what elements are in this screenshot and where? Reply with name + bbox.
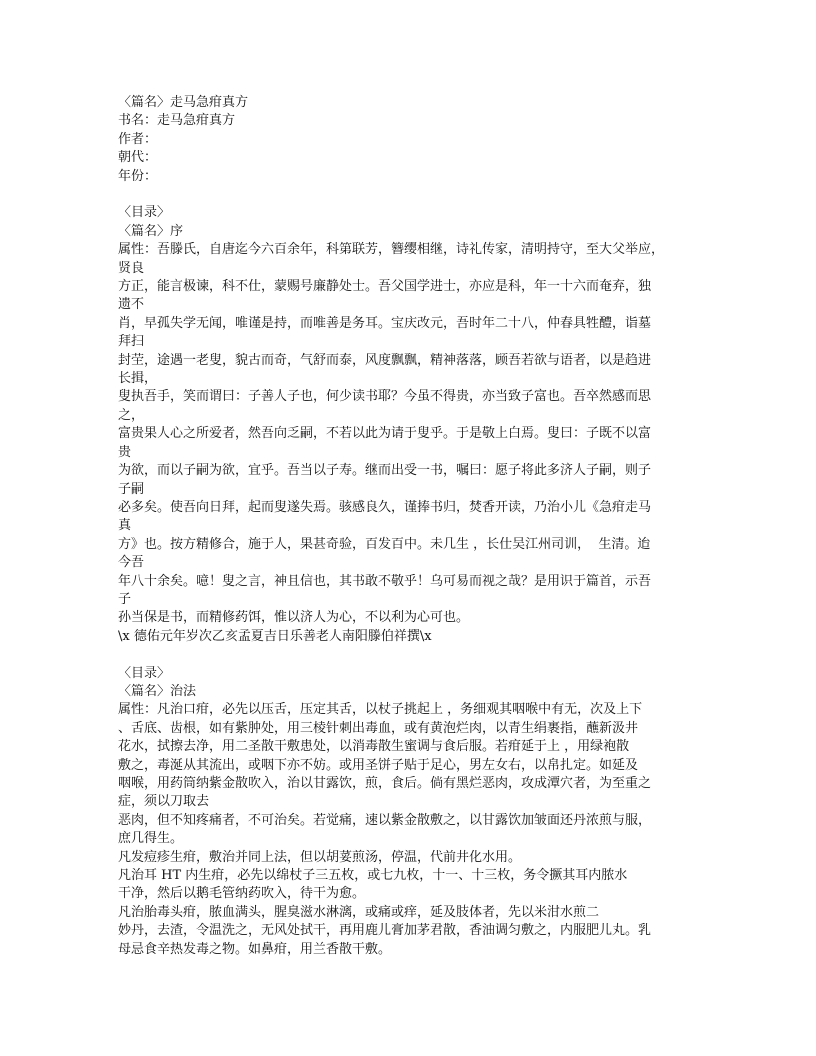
toc-label: 〈目录〉 bbox=[118, 665, 171, 681]
text-line: 贤良 bbox=[118, 260, 145, 276]
author-field: 作者： bbox=[118, 131, 158, 147]
text-line: 妙丹，去渣，令温洗之，无风处拭干，再用鹿儿膏加茅君散，香油调匀敷之，内服肥儿丸。乳 bbox=[118, 923, 652, 939]
treatment-body bbox=[118, 701, 703, 959]
text-line: 肖，早孤失学无闻，唯谨是持，而唯善是务耳。宝庆改元，吾时年二十八，仲春具牲醴，诣墓 bbox=[118, 315, 652, 331]
text-line: 真 bbox=[118, 518, 132, 534]
text-line: 、舌底、齿根，如有紫肿处，用三棱针刺出毒血，或有黄泡烂肉，以青生绢裹指，蘸新汲井 bbox=[118, 720, 639, 736]
text-line: 子 bbox=[118, 591, 132, 607]
text-line: 长揖， bbox=[118, 371, 158, 387]
text-line: 拜扫 bbox=[118, 334, 145, 350]
text-line: 叟执吾手，笑而谓曰：子善人子也，何少读书耶？今虽不得贵，亦当致子富也。吾卒然感而思 bbox=[118, 389, 652, 405]
text-line: 今吾 bbox=[118, 555, 145, 571]
document-page bbox=[118, 94, 703, 959]
text-line: 为欲，而以子嗣为欲，宜乎。吾当以子寿。继而出受一书，嘱曰：愿子将此多济人子嗣，则子 bbox=[118, 463, 652, 479]
text-line: 凡发痘疹生疳，敷治并同上法，但以胡荽煎汤，停温，代前井化水用。 bbox=[118, 849, 522, 865]
text-line: 属性：吾滕氏，自唐迄今六百余年，科第联芳，簪缨相继，诗礼传家，清明持守，至大父举应， bbox=[118, 242, 665, 258]
text-line: 干净，然后以鹅毛管纳药吹入，待干为愈。 bbox=[118, 886, 366, 902]
preface-body bbox=[118, 241, 703, 646]
text-line: 凡治耳 HT 内生疳，必先以绵杖子三五枚，或七九枚，十一、十三枚，务令撅其耳内脓水 bbox=[118, 868, 628, 884]
text-line: 症，须以刀取去 bbox=[118, 794, 210, 810]
text-line: 恶肉，但不知疼痛者，不可治矣。若觉痛，速以紫金散敷之，以甘露饮加皱面还丹浓煎与服， bbox=[118, 812, 652, 828]
paragraph-gap bbox=[118, 186, 703, 204]
text-line: 敷之，毒涎从其流出，或咽下亦不妨。或用圣饼子贴于足心，男左女右，以帛扎定。如延及 bbox=[118, 757, 639, 773]
text-line: 遗不 bbox=[118, 297, 145, 313]
text-line: 必多矣。使吾向日拜，起而叟遂失焉。骇感良久，谨捧书归，焚香开读，乃治小儿《急疳走马 bbox=[118, 499, 652, 515]
text-line: 属性：凡治口疳，必先以压舌，压定其舌，以杖子挑起上 ，务细观其咽喉中有无，次及上下 bbox=[118, 702, 643, 718]
text-line: 年八十余矣。噫！叟之言，神且信也，其书敢不敬乎！乌可易而视之哉？是用识于篇首，示吾 bbox=[118, 573, 652, 589]
dynasty-field: 朝代： bbox=[118, 150, 158, 166]
text-line: 方正，能言极谏，科不仕，蒙赐号廉静处士。吾父国学进士，亦应是科，年一十六而奄弃，独 bbox=[118, 279, 652, 295]
section-title-treatment: 〈篇名〉治法 bbox=[118, 683, 197, 699]
text-line: 母忌食辛热发毒之物。如鼻疳，用兰香散干敷。 bbox=[118, 941, 392, 957]
article-title: 〈篇名〉走马急疳真方 bbox=[118, 95, 249, 110]
text-line: 庶几得生。 bbox=[118, 831, 184, 847]
text-line: 咽喉，用药筒纳紫金散吹入，治以甘露饮，煎，食后。倘有黑烂恶肉，攻成潭穴者，为至重之 bbox=[118, 776, 652, 791]
signature-line: \x 德佑元年岁次乙亥孟夏吉日乐善老人南阳滕伯祥撰\x bbox=[118, 628, 432, 644]
paragraph-gap bbox=[118, 646, 703, 664]
book-name: 书名：走马急疳真方 bbox=[118, 113, 236, 129]
text-line: 子嗣 bbox=[118, 481, 145, 497]
text-line: 花水，拭擦去净，用二圣散干敷患处，以消毒散生蜜调与食后服。若疳延于上 ，用绿袍散 bbox=[118, 739, 630, 755]
year-field: 年份： bbox=[118, 168, 158, 184]
toc-label: 〈目录〉 bbox=[118, 205, 171, 221]
text-line: 富贵果人心之所爱者，然吾向乏嗣，不若以此为请于叟乎。于是敬上白焉。叟曰：子既不以富 bbox=[118, 426, 652, 442]
text-line: 孙当保是书，而精修药饵，惟以济人为心，不以利为心可也。 bbox=[118, 610, 470, 626]
text-line: 贵 bbox=[118, 444, 132, 460]
text-line: 凡治胎毒头疳，脓血满头，腥臭滋水淋漓，或痛或痒，延及肢体者，先以米泔水煎二 bbox=[118, 904, 600, 920]
text-line: 方》也。按方精修合，施于人，果甚奇验，百发百中。未几生 ，长仕吴江州司训， 生清。迨 bbox=[118, 536, 651, 552]
text-line: 之， bbox=[118, 407, 145, 423]
text-line: 封茔，途遇一老叟，貌古而奇，气舒而泰，风度飘飘，精神落落，顾吾若欲与语者，以是趋进 bbox=[118, 352, 652, 368]
section-title-preface: 〈篇名〉序 bbox=[118, 223, 184, 239]
